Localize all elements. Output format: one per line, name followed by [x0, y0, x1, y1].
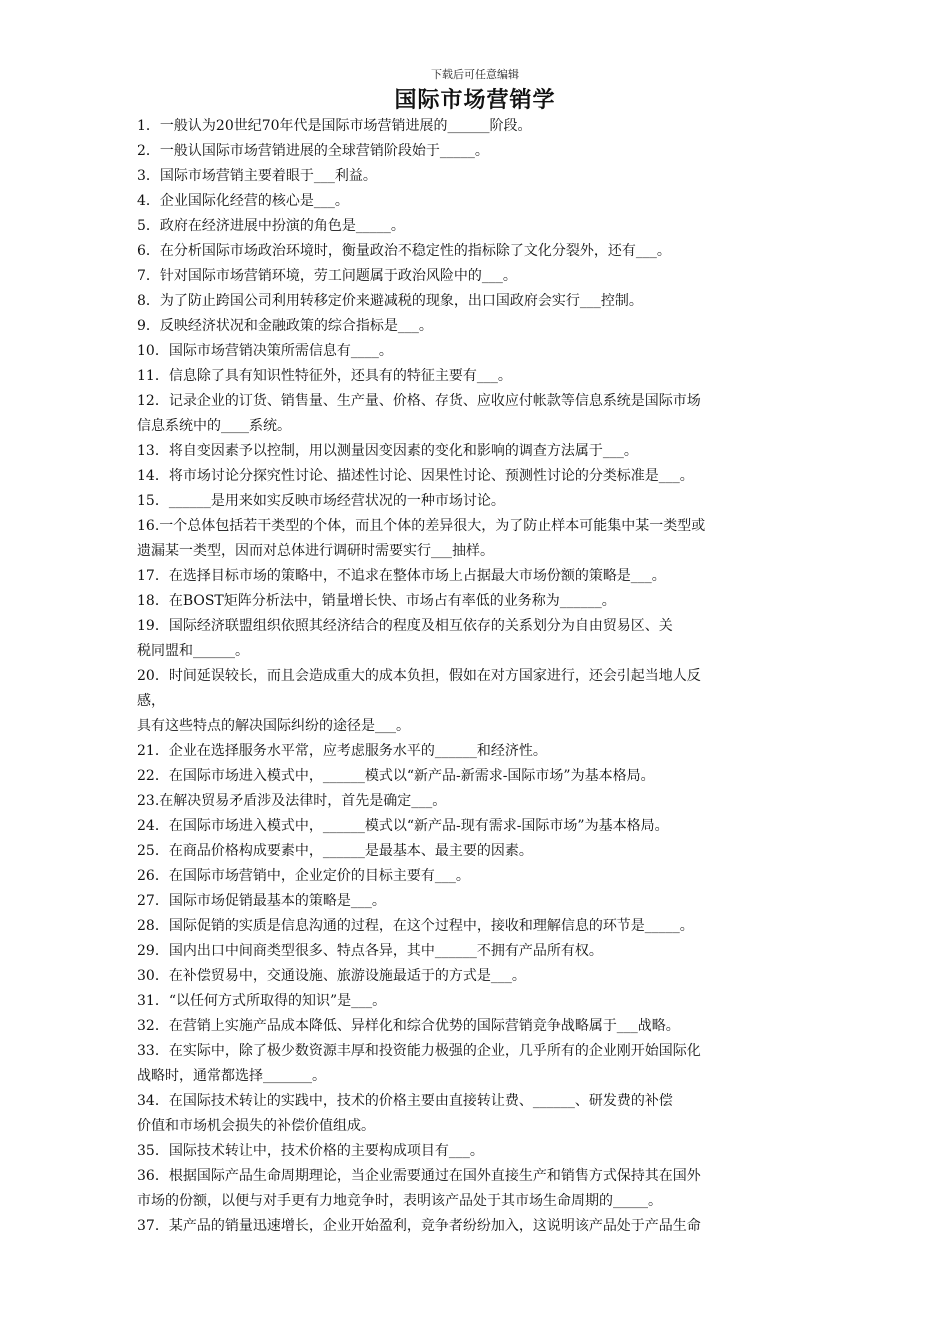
document-title: 国际市场营销学 — [394, 87, 556, 113]
question-line: 信息系统中的____系统。 — [137, 418, 291, 434]
question-line: 25．在商品价格构成要素中，______是最基本、最主要的因素。 — [137, 843, 533, 859]
question-line: 35．国际技术转让中，技术价格的主要构成项目有___。 — [137, 1143, 484, 1159]
question-line: 32．在营销上实施产品成本降低、异样化和综合优势的国际营销竞争战略属于___战略。 — [137, 1018, 680, 1034]
question-line: 31．“以任何方式所取得的知识”是___。 — [137, 993, 387, 1009]
question-line: 4．企业国际化经营的核心是___。 — [137, 193, 349, 209]
question-line: 13．将自变因素予以控制，用以测量因变因素的变化和影响的调查方法属于___。 — [137, 443, 638, 459]
question-line: 17．在选择目标市场的策略中，不追求在整体市场上占据最大市场份额的策略是___。 — [137, 568, 666, 584]
question-line: 5．政府在经济进展中扮演的角色是_____。 — [137, 218, 405, 234]
question-line: 12．记录企业的订货、销售量、生产量、价格、存货、应收应付帐款等信息系统是国际市场 — [137, 393, 701, 409]
question-line: 37．某产品的销量迅速增长，企业开始盈利，竞争者纷纷加入，这说明该产品处于产品生命 — [137, 1218, 701, 1234]
question-line: 市场的份额，以便与对手更有力地竞争时，表明该产品处于其市场生命周期的_____。 — [137, 1193, 662, 1209]
question-line: 20．时间延误较长，而且会造成重大的成本负担，假如在对方国家进行，还会引起当地人反 — [137, 668, 701, 684]
question-line: 23.在解决贸易矛盾涉及法律时，首先是确定___。 — [137, 793, 447, 809]
question-line: 24．在国际市场进入模式中，______模式以“新产品-现有需求-国际市场”为基本格局。 — [137, 818, 669, 834]
question-line: 具有这些特点的解决国际纠纷的途径是___。 — [137, 718, 410, 734]
question-line: 34．在国际技术转让的实践中，技术的价格主要由直接转让费、______、研发费的补偿 — [137, 1093, 673, 1109]
question-line: 11．信息除了具有知识性特征外，还具有的特征主要有___。 — [137, 368, 512, 384]
question-line: 战略时，通常都选择_______。 — [137, 1068, 326, 1084]
question-line: 36．根据国际产品生命周期理论，当企业需要通过在国外直接生产和销售方式保持其在国外 — [137, 1168, 701, 1184]
question-line: 2．一般认国际市场营销进展的全球营销阶段始于_____。 — [137, 143, 489, 159]
question-line: 18．在BOST矩阵分析法中，销量增长快、市场占有率低的业务称为______。 — [137, 593, 616, 609]
question-line: 19．国际经济联盟组织依照其经济结合的程度及相互依存的关系划分为自由贸易区、关 — [137, 618, 673, 634]
question-line: 6．在分析国际市场政治环境时，衡量政治不稳定性的指标除了文化分裂外，还有___。 — [137, 243, 671, 259]
question-line: 3．国际市场营销主要着眼于___利益。 — [137, 168, 377, 184]
question-line: 8．为了防止跨国公司利用转移定价来避减税的现象，出口国政府会实行___控制。 — [137, 293, 643, 309]
question-line: 税同盟和______。 — [137, 643, 249, 659]
question-line: 9．反映经济状况和金融政策的综合指标是___。 — [137, 318, 433, 334]
question-line: 16.一个总体包括若干类型的个体，而且个体的差异很大，为了防止样本可能集中某一类型或 — [137, 518, 706, 534]
question-line: 33．在实际中，除了极少数资源丰厚和投资能力极强的企业，几乎所有的企业刚开始国际化 — [137, 1043, 701, 1059]
question-line: 29．国内出口中间商类型很多、特点各异，其中______不拥有产品所有权。 — [137, 943, 603, 959]
question-line: 22．在国际市场进入模式中，______模式以“新产品-新需求-国际市场”为基本格局。 — [137, 768, 655, 784]
question-list — [137, 114, 817, 1239]
question-line: 27．国际市场促销最基本的策略是___。 — [137, 893, 386, 909]
question-line: 遗漏某一类型，因而对总体进行调研时需要实行___抽样。 — [137, 543, 494, 559]
question-line: 15．______是用来如实反映市场经营状况的一种市场讨论。 — [137, 493, 505, 509]
header-note: 下载后可任意编辑 — [431, 68, 519, 81]
question-line: 7．针对国际市场营销环境，劳工问题属于政治风险中的___。 — [137, 268, 517, 284]
question-line: 10．国际市场营销决策所需信息有____。 — [137, 343, 393, 359]
question-line: 价值和市场机会损失的补偿价值组成。 — [137, 1118, 375, 1134]
question-line: 感， — [137, 693, 165, 709]
question-line: 26．在国际市场营销中，企业定价的目标主要有___。 — [137, 868, 470, 884]
question-line: 28．国际促销的实质是信息沟通的过程，在这个过程中，接收和理解信息的环节是_____。 — [137, 918, 694, 934]
question-line: 21．企业在选择服务水平常，应考虑服务水平的______和经济性。 — [137, 743, 547, 759]
question-line: 30．在补偿贸易中，交通设施、旅游设施最适于的方式是___。 — [137, 968, 526, 984]
question-line: 14．将市场讨论分探究性讨论、描述性讨论、因果性讨论、预测性讨论的分类标准是___。 — [137, 468, 694, 484]
question-line: 1．一般认为20世纪70年代是国际市场营销进展的______阶段。 — [137, 118, 532, 134]
